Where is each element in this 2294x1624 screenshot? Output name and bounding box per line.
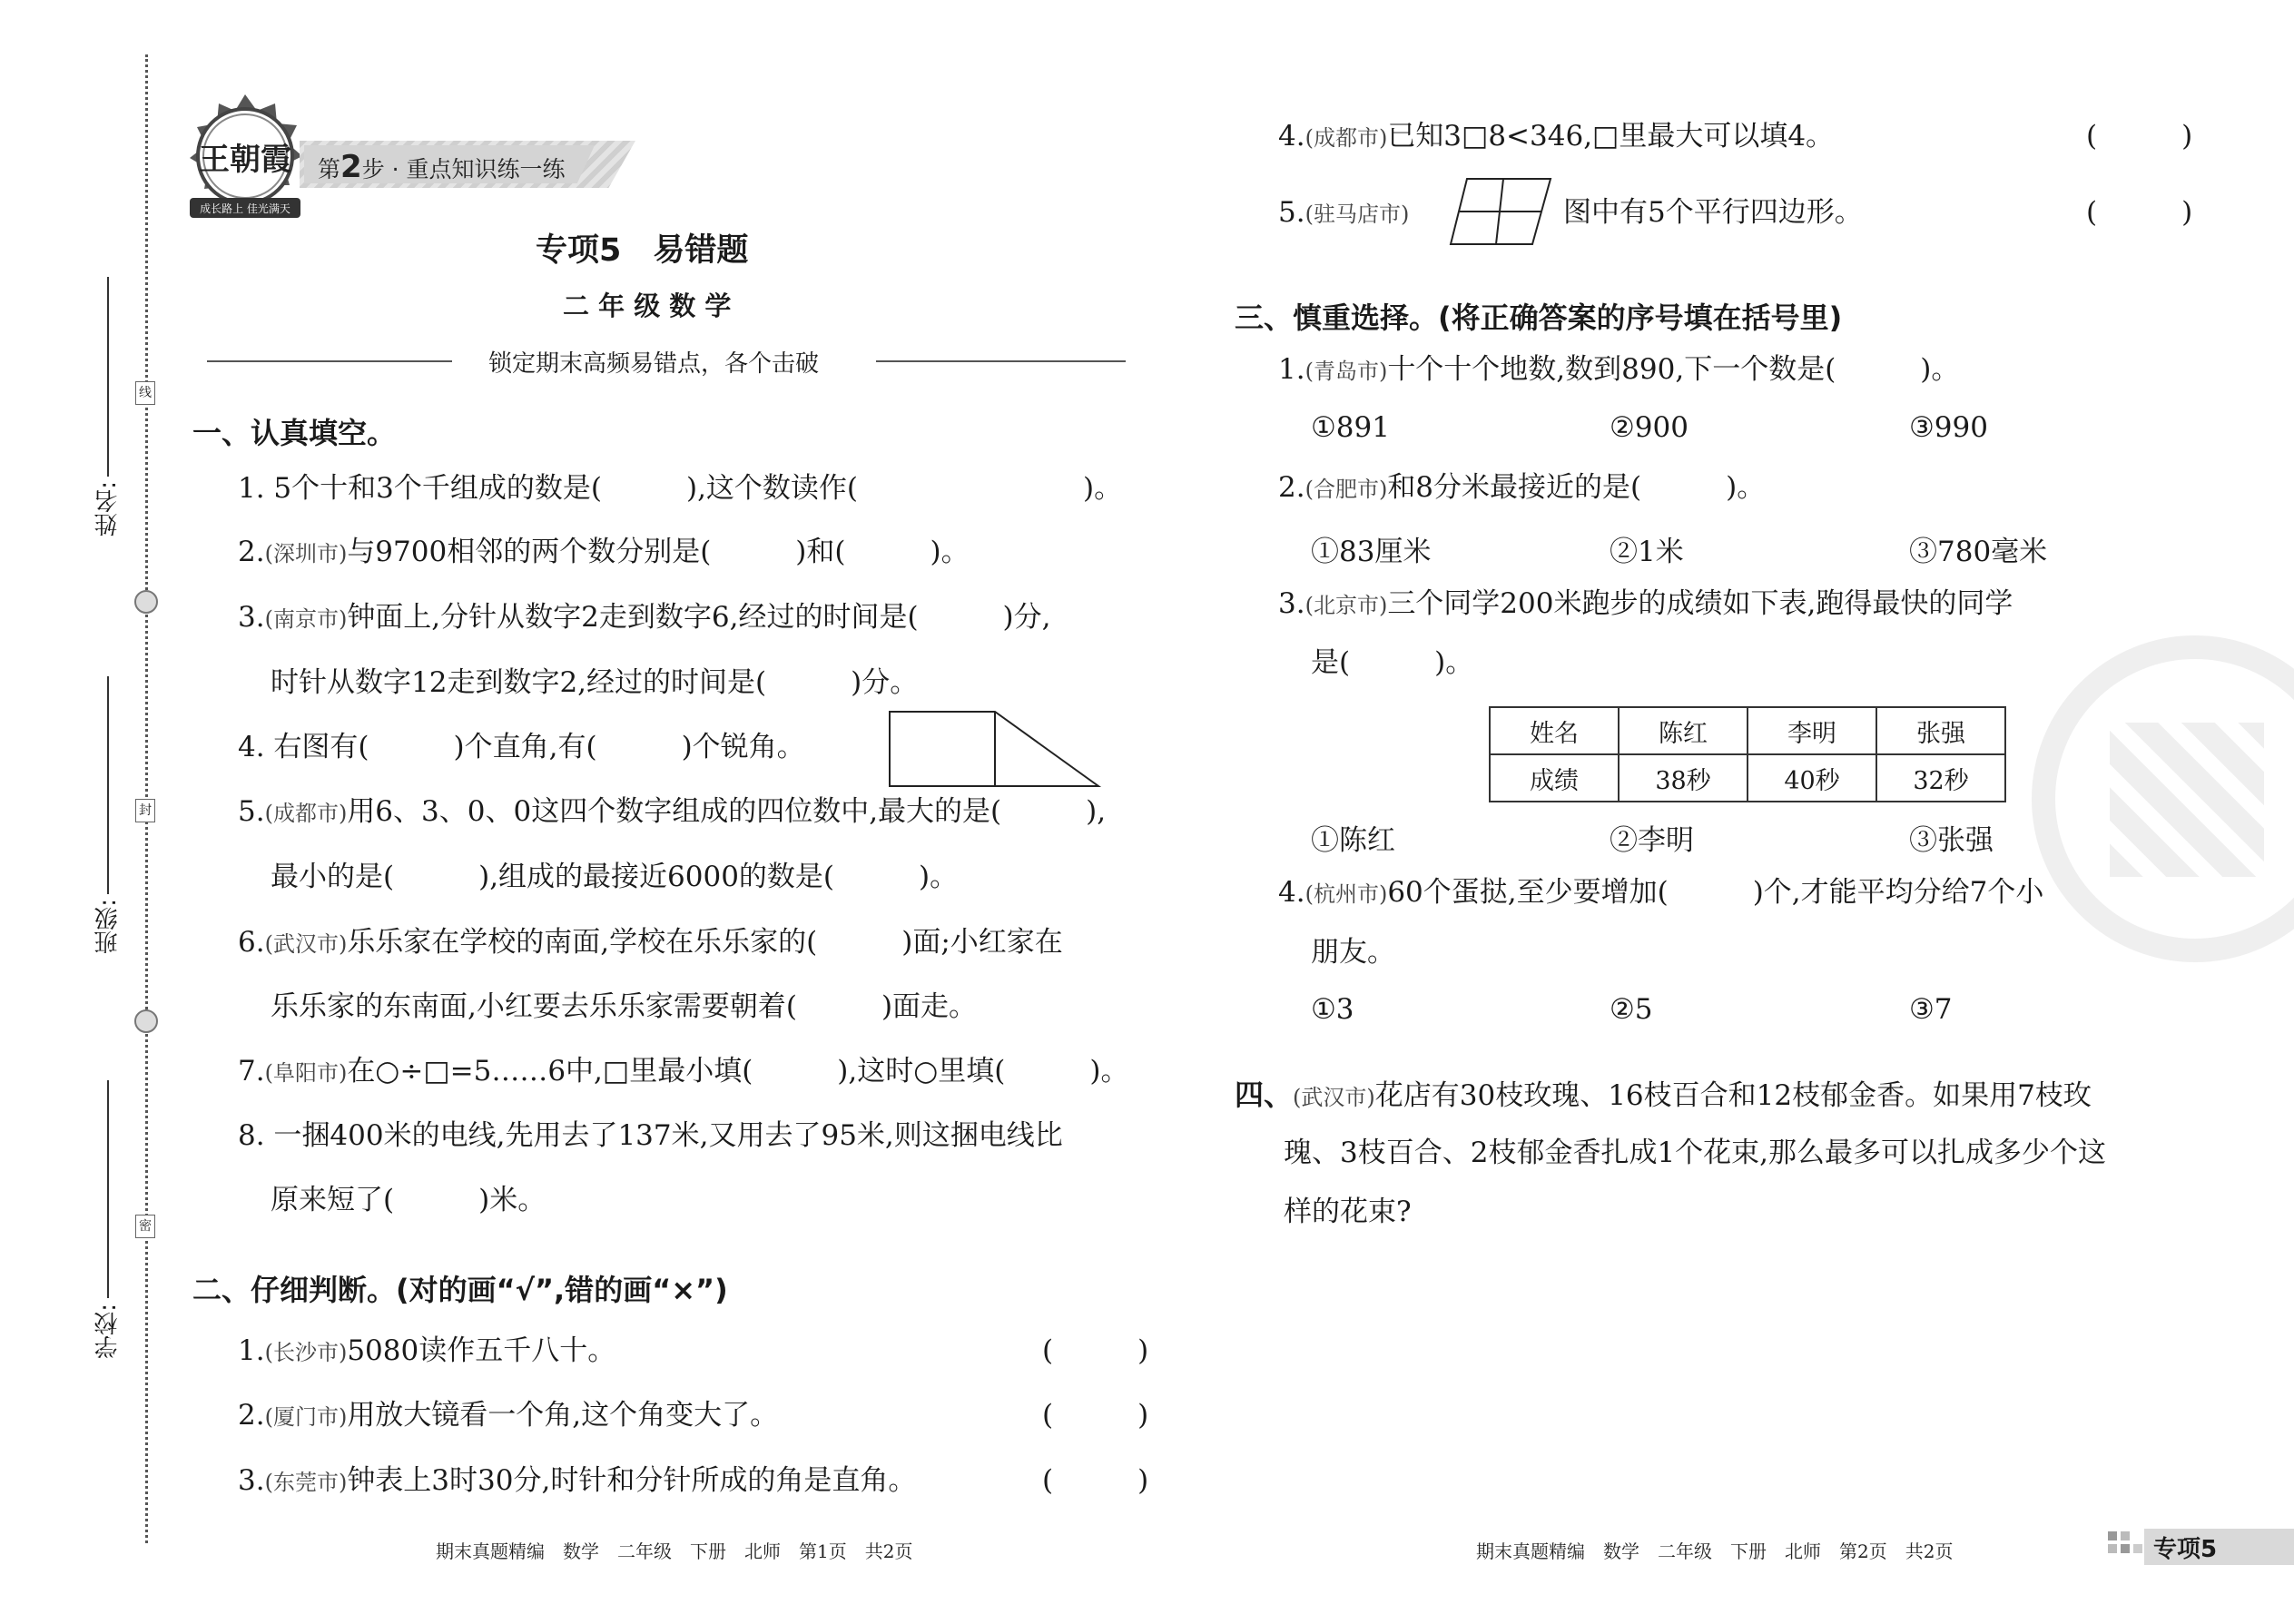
table-cell: 姓名 [1490,707,1619,754]
table-cell: 32秒 [1876,754,2005,802]
s3-q1-text: 十个十个地数,数到890,下一个数是( )。 [1387,353,1960,386]
footer-squares [2108,1531,2144,1559]
s2-q5-text: 图中有5个平行四边形。 [1563,196,1863,229]
s3-q4-option-1[interactable]: ①3 [1311,993,1354,1026]
s2-q4 [1278,118,1834,156]
s1-q3-number: 3. [238,601,265,634]
s2-q1 [238,1333,615,1371]
s1-q6-city: (武汉市) [264,931,348,957]
motto-rule-right [876,360,1126,362]
s2-q3 [238,1462,916,1501]
step-label [318,149,566,185]
binding-mark-line: 线 [135,381,155,405]
binding-mark-seal: 封 [135,799,155,822]
step-suffix: 步 · 重点知识练一练 [361,156,566,182]
brand-slogan: 成长路上 佳光满天 [200,202,290,215]
s2-q1-answer[interactable]: ( ) [1042,1334,1149,1367]
class-label: 班级: [94,899,122,954]
s1-q7-number: 7. [238,1055,265,1088]
s3-q4-option-3[interactable]: ③7 [1909,993,1953,1026]
s1-q4: 4. 右图有( )个直角,有( )个锐角。 [238,731,805,763]
s1-q5-text: 用6、3、0、0这四个数字组成的四位数中,最大的是( ), [347,795,1107,828]
s2-q4-city: (成都市) [1305,125,1388,151]
s2-q2-number: 2. [238,1399,265,1432]
s3-q2-option-3[interactable]: ③780毫米 [1909,536,2048,568]
s1-q5 [238,793,1106,832]
s2-q2-city: (厦门市) [264,1404,348,1430]
left-footer: 期末真题精编 数学 二年级 下册 北师 第1页 共2页 [436,1540,913,1562]
s1-q6 [238,924,1063,962]
s2-q4-text: 已知3□8<346,□里最大可以填4。 [1387,120,1835,153]
motto: 锁定期末高频易错点，各个击破 [488,350,820,378]
s3-q4 [1278,874,2043,912]
s3-q3 [1278,586,2013,624]
footer-square [2133,1544,2142,1553]
topic-tab-label: 专项5 [2153,1536,2218,1563]
section2-heading: 二、仔细判断。(对的画“√”,错的画“×”) [192,1273,728,1307]
s3-q2 [1278,469,1765,507]
s1-q3-text: 钟面上,分针从数字2走到数字6,经过的时间是( )分, [347,601,1051,634]
brand-logo [177,91,313,227]
s2-q3-number: 3. [238,1464,265,1497]
step-prefix: 第 [318,156,341,182]
school-label: 学校: [94,1304,122,1359]
footer-square [2121,1544,2130,1553]
s2-q4-answer[interactable]: ( ) [2086,120,2193,153]
motto-rule-left [207,360,452,362]
s3-q1-option-2[interactable]: ②900 [1610,411,1689,444]
table-cell: 成绩 [1490,754,1619,802]
s2-q3-answer[interactable]: ( ) [1042,1464,1149,1497]
s1-q3 [238,599,1051,637]
school-underline [107,1080,109,1298]
s3-q4-number: 4. [1278,876,1305,909]
right-angle-figure [888,708,1106,790]
section4-line2: 瑰、3枝百合、2枝郁金香扎成1个花束,那么最多可以扎成多少个这 [1284,1137,2107,1169]
s2-q3-text: 钟表上3时30分,时针和分针所成的角是直角。 [347,1464,917,1497]
section4-heading: 四、 [1235,1078,1294,1112]
s3-q3-number: 3. [1278,587,1305,620]
s1-q2 [238,534,970,572]
s2-q2-text: 用放大镜看一个角,这个角变大了。 [347,1399,779,1432]
s2-q5 [1278,194,1409,232]
table-cell: 陈红 [1619,707,1748,754]
s3-q1-city: (青岛市) [1305,359,1388,384]
s1-q3-city: (南京市) [264,606,348,632]
s3-q2-city: (合肥市) [1305,477,1388,502]
s1-q6-line2: 乐乐家的东南面,小红要去乐乐家需要朝着( )面走。 [271,990,978,1023]
s3-q1-option-3[interactable]: ③990 [1909,411,1988,444]
footer-square [2108,1544,2117,1553]
s2-q3-city: (东莞市) [264,1470,348,1495]
s3-q4-text: 60个蛋挞,至少要增加( )个,才能平均分给7个小 [1387,876,2044,909]
s1-q6-number: 6. [238,926,265,959]
s1-q1: 1. 5个十和3个千组成的数是( ),这个数读作( )。 [238,472,1123,505]
s1-q2-number: 2. [238,536,265,568]
s3-q3-option-1[interactable]: ①陈红 [1311,824,1395,857]
s2-q2 [238,1397,778,1435]
s1-q6-text: 乐乐家在学校的南面,学校在乐乐家的( )面;小红家在 [347,926,1063,959]
name-label: 姓名: [94,481,122,536]
s3-q3-text: 三个同学200米跑步的成绩如下表,跑得最快的同学 [1387,587,2013,620]
s2-q1-number: 1. [238,1334,265,1367]
footer-square [2121,1531,2130,1540]
s2-q5-city: (驻马店市) [1305,202,1410,227]
s2-q1-city: (长沙市) [264,1340,348,1365]
s3-q3-option-2[interactable]: ②李明 [1610,824,1694,857]
s1-q7 [238,1053,1128,1091]
s1-q7-city: (阜阳市) [264,1060,348,1086]
brand-text: 王朝霞 [199,142,291,178]
table-cell: 张强 [1876,707,2005,754]
s3-q4-line2: 朋友。 [1311,936,1395,969]
page-title: 专项5 易错题 [536,232,749,269]
name-underline [107,277,109,477]
s1-q7-text: 在○÷□=5……6中,□里最小填( ),这时○里填( )。 [347,1055,1129,1088]
table-row [1490,707,2005,754]
s1-q2-city: (深圳市) [264,541,348,566]
step-number: 2 [340,149,362,185]
class-underline [107,676,109,894]
s2-q5-number: 5. [1278,196,1305,229]
binding-mark-secret: 密 [135,1215,155,1238]
watermark-inner-mark [2110,723,2264,877]
s3-q2-text: 和8分米最接近的是( )。 [1387,471,1766,504]
s3-q4-city: (杭州市) [1305,881,1388,907]
s1-q3-line2: 时针从数字12走到数字2,经过的时间是( )分。 [271,666,919,699]
s3-q4-option-2[interactable]: ②5 [1610,993,1653,1026]
s3-q1-option-1[interactable]: ①891 [1311,411,1390,444]
s2-q4-number: 4. [1278,120,1305,153]
table-cell: 38秒 [1619,754,1748,802]
parallelogram-figure [1449,175,1552,248]
s1-q5-city: (成都市) [264,801,348,826]
right-footer: 期末真题精编 数学 二年级 下册 北师 第2页 共2页 [1476,1540,1954,1562]
s3-q1 [1278,351,1959,389]
binding-hole-1 [134,590,158,614]
s1-q2-text: 与9700相邻的两个数分别是( )和( )。 [347,536,970,568]
table-cell: 40秒 [1748,754,1876,802]
s3-q2-option-1[interactable]: ①83厘米 [1311,536,1432,568]
binding-hole-2 [134,1009,158,1033]
s3-q3-line2: 是( )。 [1311,646,1474,679]
table-cell: 李明 [1748,707,1876,754]
section4-city: (武汉市) [1293,1085,1375,1110]
table-row [1490,754,2005,802]
watermark-seal [2032,635,2294,962]
s3-q3-city: (北京市) [1305,593,1388,618]
s2-q5-answer[interactable]: ( ) [2086,196,2193,229]
footer-square [2108,1531,2117,1540]
s1-q5-number: 5. [238,795,265,828]
section4-text: 花店有30枝玫瑰、16枝百合和12枝郁金香。如果用7枝玫 [1374,1079,2092,1112]
section4 [1235,1077,2092,1116]
s2-q2-answer[interactable]: ( ) [1042,1399,1149,1432]
section4-line3: 样的花束? [1284,1196,1412,1228]
s3-q1-number: 1. [1278,353,1305,386]
section3-heading: 三、慎重选择。(将正确答案的序号填在括号里) [1235,300,1843,335]
section1-heading: 一、认真填空。 [192,416,397,450]
s1-q8-line2: 原来短了( )米。 [271,1184,546,1216]
page-subtitle: 二 年 级 数 学 [563,290,732,321]
s1-q5-line2: 最小的是( ),组成的最接近6000的数是( )。 [271,861,959,893]
s3-q3-option-3[interactable]: ③张强 [1909,824,1994,857]
s3-q2-option-2[interactable]: ②1米 [1610,536,1684,568]
score-table [1489,706,2006,802]
s3-q2-number: 2. [1278,471,1305,504]
s2-q1-text: 5080读作五千八十。 [347,1334,616,1367]
s1-q8: 8. 一捆400米的电线,先用去了137米,又用去了95米,则这捆电线比 [238,1119,1063,1152]
